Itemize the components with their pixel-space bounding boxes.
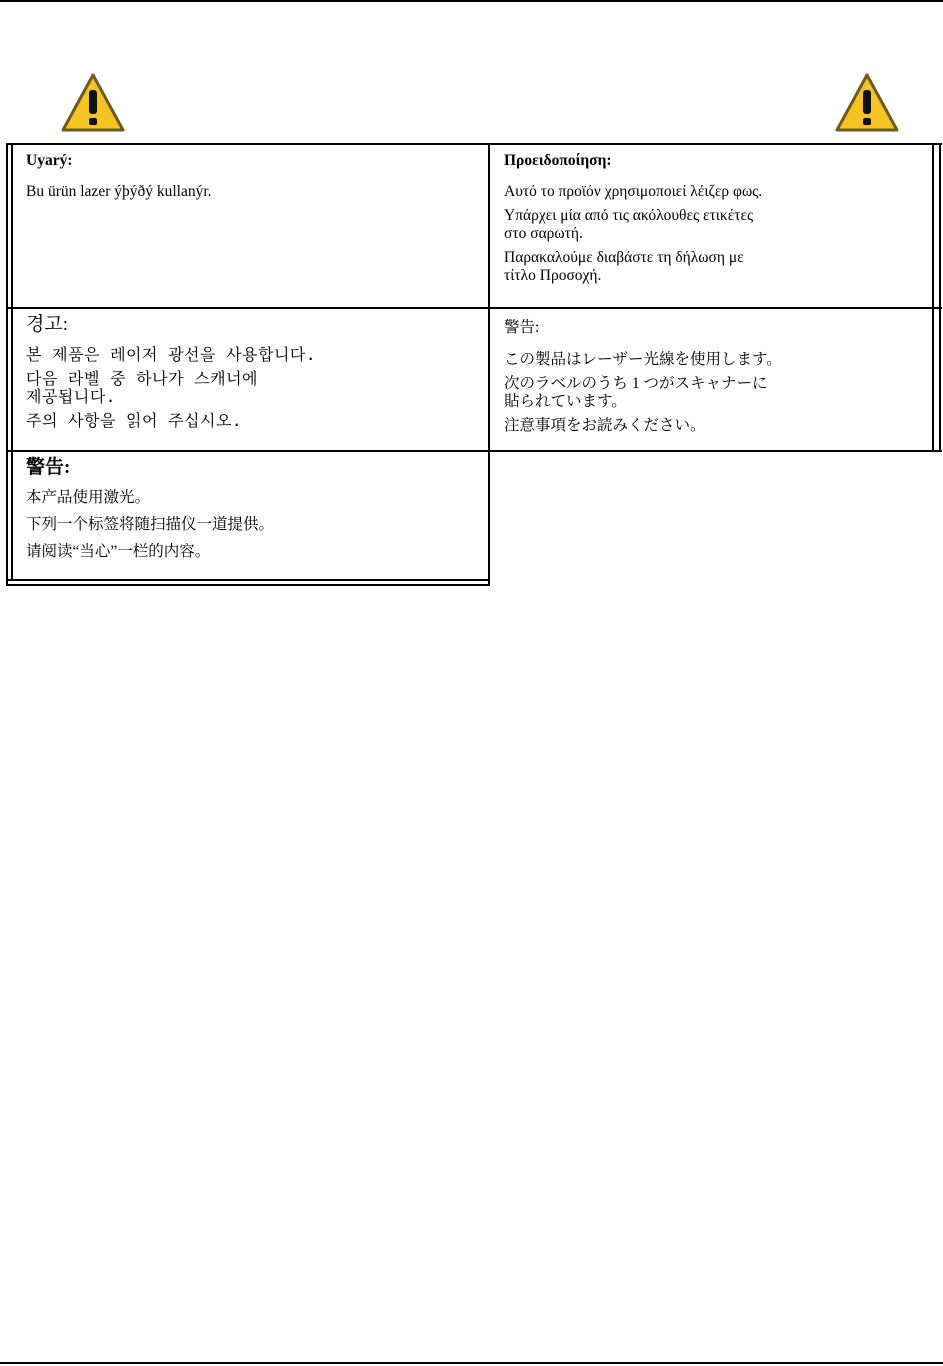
greek-title: Προειδοποίηση:	[504, 152, 612, 169]
cell-japanese	[490, 309, 932, 450]
korean-line: 본 제품은 레이저 광선을 사용합니다.	[26, 345, 317, 364]
table-border-bottom	[6, 579, 490, 581]
top-rule	[0, 0, 943, 2]
table-border-right	[932, 143, 934, 452]
korean-title: 경고:	[26, 314, 68, 335]
chinese-line: 本产品使用激光。	[26, 489, 151, 506]
table-border-bottom-outer	[6, 584, 490, 586]
table-border-left	[6, 143, 8, 586]
bottom-rule	[0, 1362, 943, 1364]
turkish-title: Uyarý:	[26, 152, 73, 169]
japanese-line: 注意事項をお読みください。	[504, 417, 706, 434]
greek-line: Υπάρχει μία από τις ακόλουθες ετικέτες στο σαρωτή.	[504, 207, 754, 242]
greek-line: Αυτό το προϊόν χρησιμοποιεί λέιζερ φως.	[504, 183, 763, 200]
japanese-title: 警告:	[504, 319, 540, 336]
korean-line: 주의 사항을 읽어 주십시오.	[26, 411, 243, 430]
table-border-right-outer	[939, 143, 941, 452]
japanese-line: 次のラベルのうち 1 つがスキャナーに 貼られています。	[504, 375, 768, 410]
chinese-line: 下列一个标签将随扫描仪一道提供。	[26, 516, 275, 533]
greek-line: Παρακαλούμε διαβάστε τη δήλωση με τίτλο Προσοχή.	[504, 249, 744, 284]
cell-chinese	[12, 452, 488, 579]
cell-greek	[490, 145, 932, 307]
warning-triangle-icon	[60, 72, 126, 134]
warning-triangle-icon	[834, 72, 900, 134]
korean-line: 다음 라벨 중 하나가 스캐너에 제공됩니다.	[26, 369, 259, 406]
turkish-line: Bu ürün lazer ýþýðý kullanýr.	[26, 183, 212, 200]
cell-korean	[12, 309, 488, 450]
chinese-title: 警告:	[26, 457, 71, 478]
cell-turkish	[12, 145, 488, 307]
japanese-line: この製品はレーザー光線を使用します。	[504, 351, 782, 368]
chinese-line: 请阅读“当心”一栏的内容。	[26, 543, 211, 560]
